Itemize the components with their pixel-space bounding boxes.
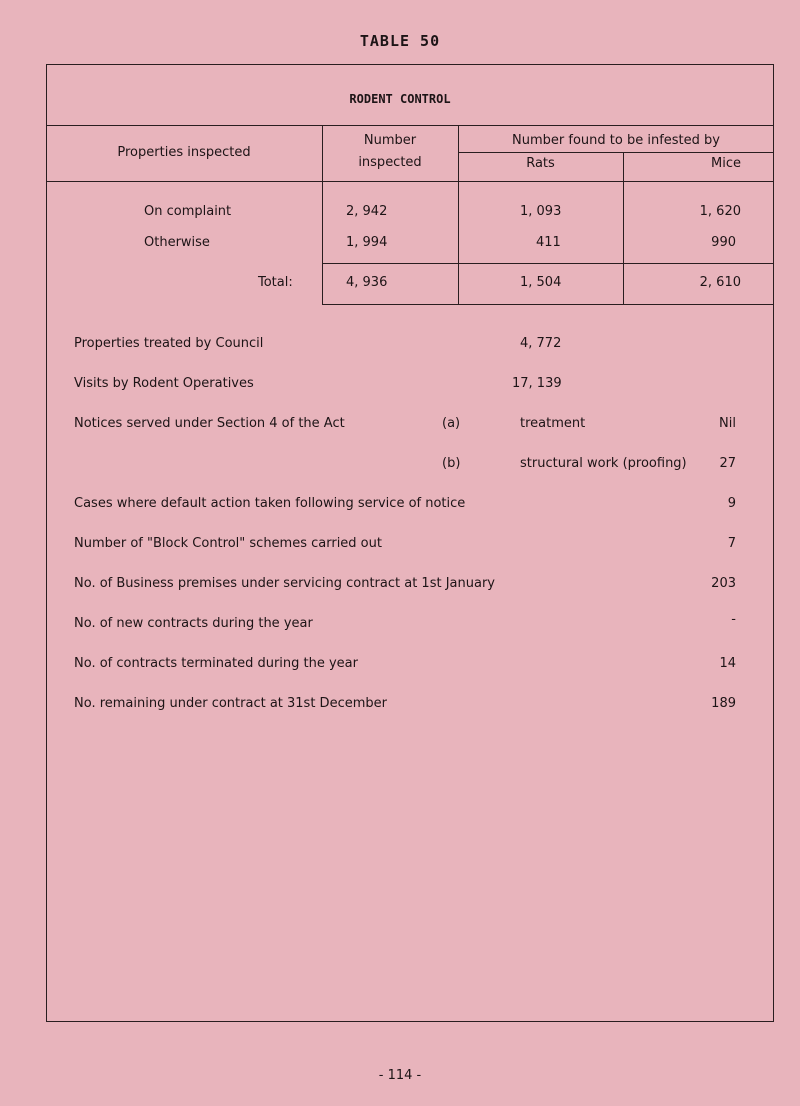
row-mice: 990 [711, 235, 736, 250]
treated-value: 4, 772 [520, 336, 562, 351]
total-rats: 1, 504 [520, 275, 562, 290]
total-label: Total: [258, 275, 293, 290]
stat-line-value: 14 [719, 656, 736, 671]
header-number-line1: Number [363, 133, 417, 148]
visits-value: 17, 139 [512, 376, 562, 391]
col-divider-1 [322, 125, 323, 304]
stat-line-label: Number of "Block Control" schemes carried out [74, 536, 382, 551]
total-bottom-rule [322, 304, 774, 305]
notices-a-value: Nil [719, 416, 736, 431]
header-infested: Number found to be infested by [512, 133, 720, 148]
col-divider-2 [458, 125, 459, 304]
row-label: On complaint [144, 204, 232, 219]
stat-line-value: 189 [711, 696, 736, 711]
header-rats: Rats [526, 156, 555, 171]
notices-b-label: structural work (proofing) [520, 456, 687, 471]
page-title: TABLE 50 [359, 32, 441, 50]
stat-line-label: No. of Business premises under servicing contract at 1st January [74, 576, 495, 591]
header-number-line2: inspected [358, 155, 422, 170]
notices-a-marker: (a) [442, 416, 461, 431]
notices-a-label: treatment [520, 416, 586, 431]
stat-line-value: 9 [727, 496, 736, 511]
total-mice: 2, 610 [699, 275, 741, 290]
row-mice: 1, 620 [699, 204, 741, 219]
header-bottom-rule [46, 181, 774, 182]
stat-line-label: No. of new contracts during the year [74, 616, 313, 631]
row-number: 2, 942 [346, 204, 388, 219]
stat-line-label: No. remaining under contract at 31st December [74, 696, 387, 711]
treated-label: Properties treated by Council [74, 336, 264, 351]
total-top-rule [322, 263, 774, 264]
stat-line-value: - [731, 612, 736, 627]
header-properties: Properties inspected [117, 145, 251, 160]
stat-line-value: 203 [711, 576, 736, 591]
row-number: 1, 994 [346, 235, 388, 250]
stat-line-value: 7 [727, 536, 736, 551]
header-top-rule [46, 125, 774, 126]
row-label: Otherwise [144, 235, 210, 250]
header-mice: Mice [711, 156, 741, 171]
notices-b-marker: (b) [442, 456, 461, 471]
notices-label: Notices served under Section 4 of the Act [74, 416, 345, 431]
page-number: - 114 - [378, 1068, 422, 1083]
notices-b-value: 27 [719, 456, 736, 471]
total-number: 4, 936 [346, 275, 388, 290]
row-rats: 411 [536, 235, 561, 250]
stat-line-label: Cases where default action taken following service of notice [74, 496, 466, 511]
infested-divider-rule [458, 152, 774, 153]
visits-label: Visits by Rodent Operatives [74, 376, 254, 391]
table-subtitle: RODENT CONTROL [349, 92, 451, 106]
row-rats: 1, 093 [520, 204, 562, 219]
stat-line-label: No. of contracts terminated during the year [74, 656, 358, 671]
